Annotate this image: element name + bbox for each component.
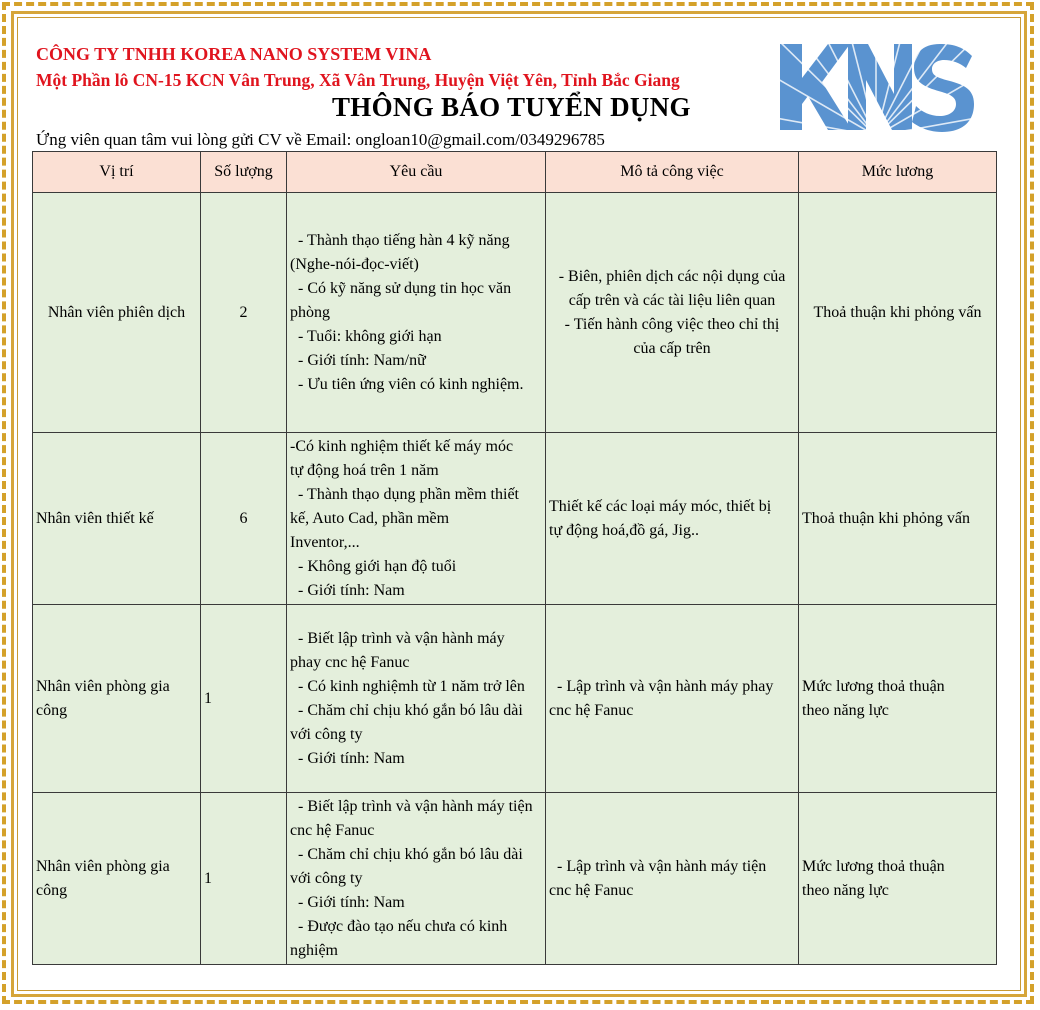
position-line: công xyxy=(36,701,68,719)
requirement-line: tự động hoá trên 1 năm xyxy=(290,461,439,479)
description-cell xyxy=(546,793,799,965)
requirement-line: - Chăm chỉ chịu khó gắn bó lâu dài xyxy=(298,701,523,719)
salary-line: Mức lương thoả thuận xyxy=(802,857,945,875)
requirement-line: - Được đào tạo nếu chưa có kinh xyxy=(298,917,508,935)
description-line: Thiết kế các loại máy móc, thiết bị xyxy=(549,497,772,515)
salary-cell xyxy=(799,793,997,965)
quantity-cell: 6 xyxy=(201,433,287,605)
requirement-line: kế, Auto Cad, phần mềm xyxy=(290,509,450,527)
contact-line: Ứng viên quan tâm vui lòng gửi CV về Email: ongloan10@gmail.com/0349296785 xyxy=(36,130,605,149)
description-line: cấp trên và các tài liệu liên quan xyxy=(568,291,776,309)
requirement-line: phay cnc hệ Fanuc xyxy=(290,653,410,671)
requirement-line: phòng xyxy=(290,303,330,321)
column-header-position: Vị trí xyxy=(33,152,201,193)
requirement-line: -Có kinh nghiệm thiết kế máy móc xyxy=(290,437,514,455)
column-header-quantity: Số lượng xyxy=(201,152,287,193)
salary-cell xyxy=(799,193,997,433)
requirement-line: - Không giới hạn độ tuổi xyxy=(298,557,457,575)
description-cell xyxy=(546,433,799,605)
table-row xyxy=(33,605,997,793)
requirement-line: - Giới tính: Nam xyxy=(298,893,405,911)
description-line: cnc hệ Fanuc xyxy=(549,701,634,719)
requirement-line: nghiệm xyxy=(290,941,338,959)
column-header-description: Mô tả công việc xyxy=(546,152,799,193)
description-line: - Lập trình và vận hành máy phay xyxy=(557,677,774,695)
requirement-line: - Thành thạo tiếng hàn 4 kỹ năng xyxy=(298,231,510,249)
position-line: Nhân viên phòng gia xyxy=(36,677,170,695)
description-line: của cấp trên xyxy=(633,339,711,357)
requirement-line: cnc hệ Fanuc xyxy=(290,821,375,839)
position-cell: Nhân viên phiên dịch xyxy=(33,193,201,433)
position-line: Nhân viên phòng gia xyxy=(36,857,170,875)
requirement-line: - Có kinh nghiệmh từ 1 năm trở lên xyxy=(298,677,525,695)
salary-line: theo năng lực xyxy=(802,701,889,719)
description-line: cnc hệ Fanuc xyxy=(549,881,634,899)
company-name: CÔNG TY TNHH KOREA NANO SYSTEM VINA xyxy=(36,44,432,64)
requirements-cell xyxy=(287,605,546,793)
kns-logo xyxy=(776,38,976,136)
column-header-salary: Mức lương xyxy=(799,152,997,193)
quantity-cell: 1 xyxy=(201,605,287,793)
requirement-line: - Thành thạo dụng phần mềm thiết xyxy=(298,485,519,503)
description-line: - Biên, phiên dịch các nội dụng của xyxy=(558,267,786,285)
salary-line: Thoả thuận khi phỏng vấn xyxy=(802,509,970,527)
description-line: tự động hoá,đồ gá, Jig.. xyxy=(549,521,699,539)
salary-cell xyxy=(799,433,997,605)
requirements-cell xyxy=(287,193,546,433)
page-title: THÔNG BÁO TUYỂN DỤNG xyxy=(332,92,691,122)
description-line: - Lập trình và vận hành máy tiện xyxy=(557,857,767,875)
position-line: công xyxy=(36,881,68,899)
requirement-line: với công ty xyxy=(290,869,363,887)
position-cell xyxy=(33,605,201,793)
requirement-line: - Giới tính: Nam xyxy=(298,749,405,767)
description-cell xyxy=(546,193,799,433)
company-address: Một Phần lô CN-15 KCN Vân Trung, Xã Vân Trung, Huyện Việt Yên, Tỉnh Bắc Giang xyxy=(36,70,680,90)
requirements-cell xyxy=(287,433,546,605)
requirement-line: - Có kỹ năng sử dụng tin học văn xyxy=(298,279,512,297)
column-header-requirements: Yêu cầu xyxy=(287,152,546,193)
requirement-line: - Biết lập trình và vận hành máy tiện xyxy=(298,797,533,815)
requirement-line: (Nghe-nói-đọc-viết) xyxy=(290,255,419,273)
requirement-line: - Giới tính: Nam xyxy=(298,581,405,599)
salary-line: Mức lương thoả thuận xyxy=(802,677,945,695)
salary-line: Thoả thuận khi phỏng vấn xyxy=(813,303,982,321)
requirement-line: - Chăm chỉ chịu khó gắn bó lâu dài xyxy=(298,845,523,863)
requirement-line: - Giới tính: Nam/nữ xyxy=(298,351,426,369)
requirements-cell xyxy=(287,793,546,965)
table-row xyxy=(33,433,997,605)
requirement-line: Inventor,... xyxy=(290,533,360,551)
requirement-line: - Biết lập trình và vận hành máy xyxy=(298,629,505,647)
description-line: - Tiến hành công việc theo chỉ thị xyxy=(564,315,780,333)
position-cell: Nhân viên thiết kế xyxy=(33,433,201,605)
recruitment-table xyxy=(32,151,997,965)
table-row xyxy=(33,193,997,433)
position-cell xyxy=(33,793,201,965)
salary-cell xyxy=(799,605,997,793)
requirement-line: với công ty xyxy=(290,725,363,743)
salary-line: theo năng lực xyxy=(802,881,889,899)
table-header-row xyxy=(33,152,997,193)
requirement-line: - Tuổi: không giới hạn xyxy=(298,327,442,345)
requirement-line: - Ưu tiên ứng viên có kinh nghiệm. xyxy=(298,375,524,393)
description-cell xyxy=(546,605,799,793)
quantity-cell: 1 xyxy=(201,793,287,965)
quantity-cell: 2 xyxy=(201,193,287,433)
table-row xyxy=(33,793,997,965)
